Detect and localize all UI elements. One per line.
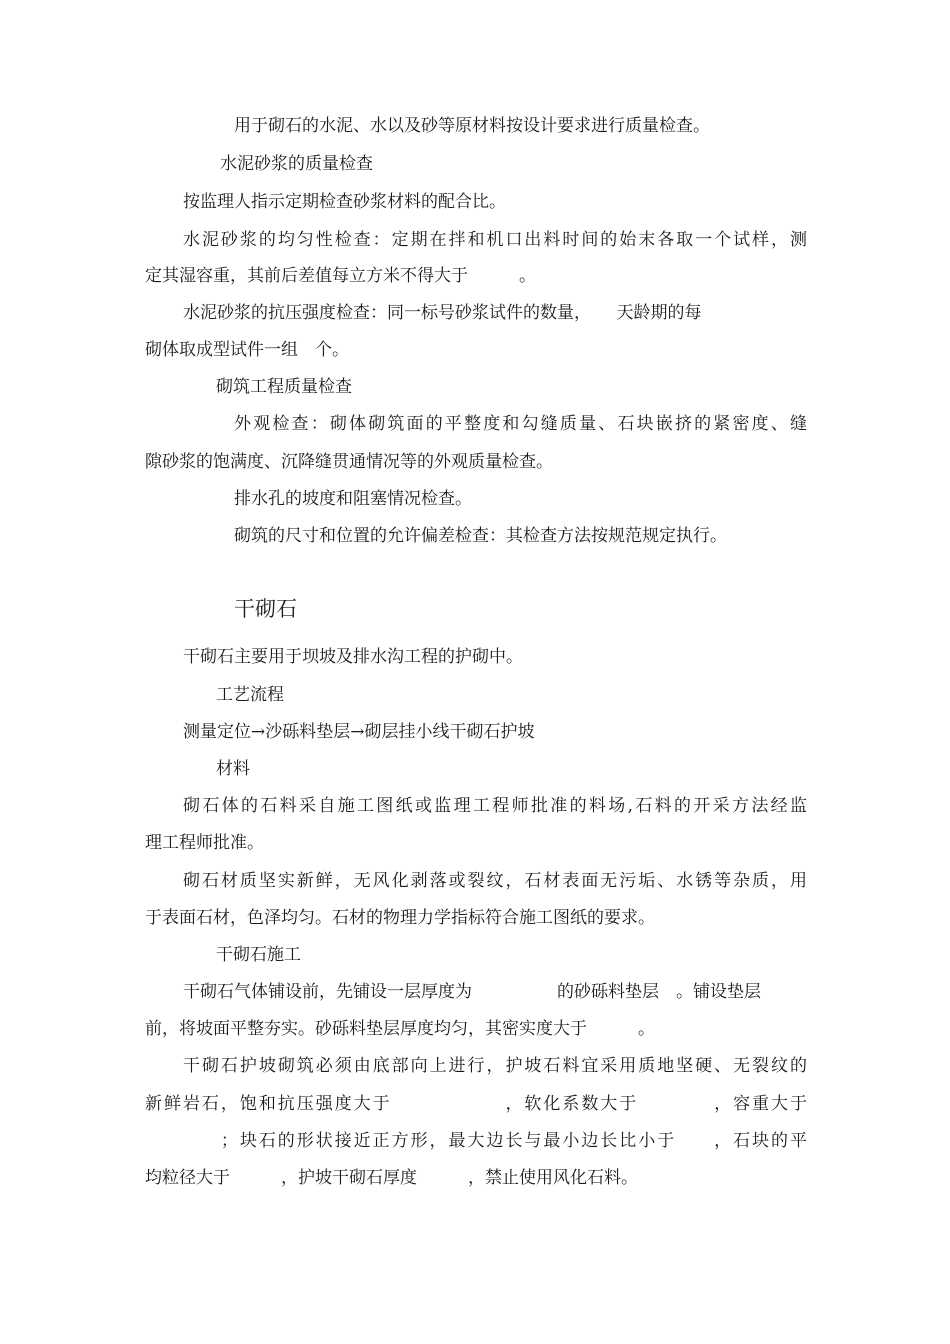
paragraph-line: 理工程师批准。 [145, 833, 264, 853]
paragraph-line: 干砌石气体铺设前，先铺设一层厚度为 的砂砾料垫层 。铺设垫层 [183, 982, 761, 1002]
subheading: 干砌石施工 [216, 945, 301, 965]
paragraph-line: 排水孔的坡度和阻塞情况检查。 [234, 489, 472, 509]
paragraph-line: 用于砌石的水泥、水以及砂等原材料按设计要求进行质量检查。 [234, 116, 710, 136]
paragraph-line: 干砌石主要用于坝坡及排水沟工程的护砌中。 [183, 647, 523, 667]
paragraph-line: 水泥砂浆的抗压强度检查：同一标号砂浆试件的数量， 天龄期的每 [183, 303, 702, 323]
paragraph-line: 砌石体的石料采自施工图纸或监理工程师批准的料场,石料的开采方法经监 [183, 796, 807, 816]
subheading: 水泥砂浆的质量检查 [220, 154, 373, 174]
paragraph-line: 前，将坡面平整夯实。砂砾料垫层厚度均匀，其密实度大于 。 [145, 1019, 655, 1039]
subheading: 砌筑工程质量检查 [216, 377, 352, 397]
paragraph-line: 测量定位→沙砾料垫层→砌层挂小线干砌石护坡 [183, 722, 535, 742]
paragraph-line: 干砌石护坡砌筑必须由底部向上进行，护坡石料宜采用质地坚硬、无裂纹的 [183, 1056, 807, 1076]
paragraph-line: 隙砂浆的饱满度、沉降缝贯通情况等的外观质量检查。 [145, 452, 553, 472]
paragraph-line: 砌筑的尺寸和位置的允许偏差检查：其检查方法按规范规定执行。 [234, 526, 727, 546]
paragraph-line: 砌石材质坚实新鲜，无风化剥落或裂纹，石材表面无污垢、水锈等杂质，用 [183, 871, 807, 891]
paragraph-line: 均粒径大于 ，护坡干砌石厚度 ，禁止使用风化石料。 [145, 1168, 638, 1188]
paragraph-line: 定其湿容重，其前后差值每立方米不得大于 。 [145, 266, 536, 286]
section-heading: 干砌石 [234, 597, 297, 621]
paragraph-line: 外观检查：砌体砌筑面的平整度和勾缝质量、石块嵌挤的紧密度、缝 [234, 414, 807, 434]
paragraph-line: 新鲜岩石，饱和抗压强度大于 ，软化系数大于 ，容重大于 [145, 1094, 807, 1114]
subheading: 工艺流程 [216, 685, 284, 705]
paragraph-line: 按监理人指示定期检查砂浆材料的配合比。 [183, 192, 506, 212]
paragraph-line: ；块石的形状接近正方形，最大边长与最小边长比小于 ，石块的平 [145, 1131, 807, 1151]
paragraph-line: 水泥砂浆的均匀性检查：定期在拌和机口出料时间的始末各取一个试样，测 [183, 230, 807, 250]
paragraph-line: 于表面石材，色泽均匀。石材的物理力学指标符合施工图纸的要求。 [145, 908, 655, 928]
paragraph-line: 砌体取成型试件一组 个。 [145, 340, 349, 360]
subheading: 材料 [216, 759, 250, 779]
